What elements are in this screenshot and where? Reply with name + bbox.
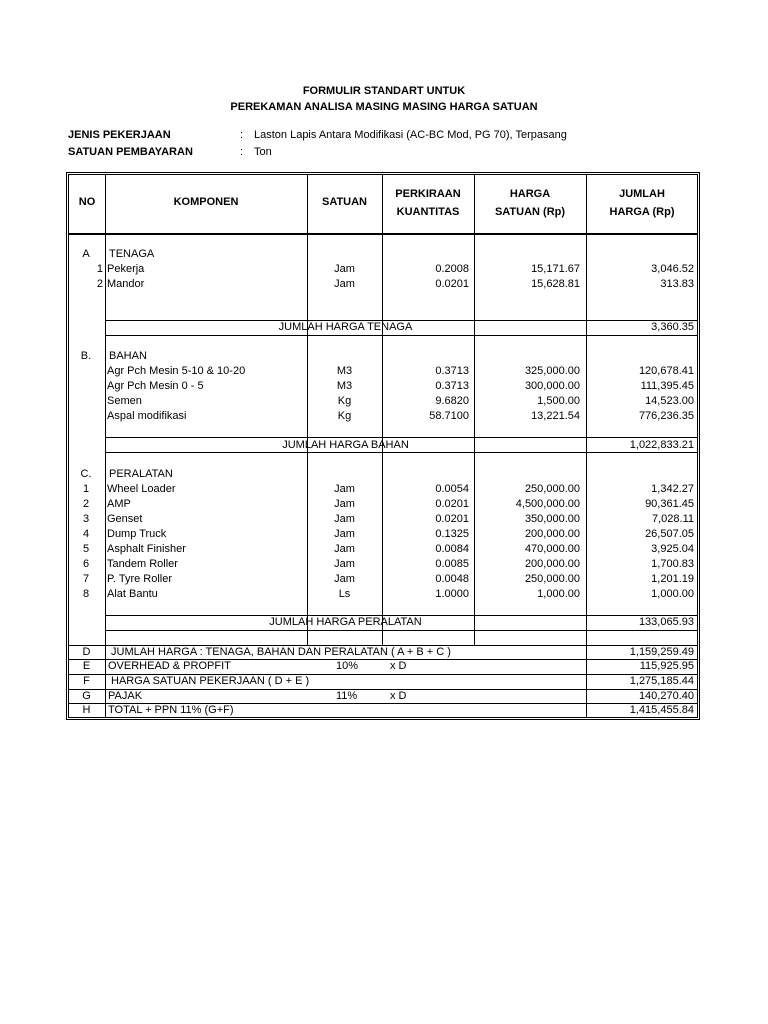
colon: : — [240, 129, 244, 141]
row-satuan: Jam — [334, 543, 355, 555]
row-satuan: Jam — [334, 498, 355, 510]
row-no: 4 — [82, 528, 90, 540]
summary-code: F — [83, 675, 90, 687]
row-no: 6 — [82, 558, 90, 570]
summary-code: G — [82, 690, 91, 702]
bahan-code: B. — [80, 350, 92, 362]
row-jumlah: 1,342.27 — [651, 483, 694, 495]
bahan-total-label: JUMLAH HARGA BAHAN — [282, 439, 409, 451]
row-satuan: Jam — [334, 558, 355, 570]
summary-code: D — [82, 646, 91, 658]
row-jumlah: 90,361.45 — [645, 498, 694, 510]
row-komponen: Alat Bantu — [107, 588, 158, 600]
total-row-line — [105, 630, 698, 631]
row-komponen: Genset — [107, 513, 143, 525]
bahan-total-value: 1,022,833.21 — [629, 439, 694, 451]
peralatan-title: PERALATAN — [109, 468, 173, 480]
row-jumlah: 1,201.19 — [651, 573, 694, 585]
summary-code: E — [82, 660, 91, 672]
row-harga: 250,000.00 — [524, 483, 580, 495]
row-no: 2 — [96, 278, 103, 290]
row-kuantitas: 0.2008 — [435, 263, 469, 275]
summary-label: OVERHEAD & PROPFIT — [108, 660, 231, 672]
row-kuantitas: 0.0048 — [435, 573, 469, 585]
peralatan-total-label: JUMLAH HARGA PERALATAN — [269, 616, 422, 628]
row-satuan: Jam — [334, 278, 355, 290]
form-title-line1: FORMULIR STANDART UNTUK — [302, 85, 466, 97]
row-jumlah: 3,046.52 — [651, 263, 694, 275]
summary-percent: 10% — [336, 660, 359, 672]
row-jumlah: 26,507.05 — [645, 528, 694, 540]
total-row-line — [105, 335, 698, 336]
row-harga: 15,628.81 — [531, 278, 580, 290]
row-satuan: Jam — [334, 573, 355, 585]
row-kuantitas: 9.6820 — [435, 395, 469, 407]
row-satuan: M3 — [336, 380, 353, 392]
row-harga: 300,000.00 — [524, 380, 580, 392]
tenaga-title: TENAGA — [109, 248, 155, 260]
form-title-line2: PEREKAMAN ANALISA MASING MASING HARGA SATUAN — [230, 101, 538, 113]
row-komponen: Agr Pch Mesin 0 - 5 — [107, 380, 204, 392]
row-komponen: Aspal modifikasi — [107, 410, 187, 422]
row-komponen: Pekerja — [107, 263, 145, 275]
row-no: 1 — [96, 263, 103, 275]
summary-value: 1,275,185.44 — [629, 675, 694, 687]
tenaga-total-value: 3,360.35 — [651, 321, 694, 333]
row-kuantitas: 0.1325 — [435, 528, 469, 540]
satuan-pembayaran-value: Ton — [254, 146, 272, 158]
summary-percent: 11% — [336, 690, 358, 702]
row-harga: 200,000.00 — [524, 558, 580, 570]
row-jumlah: 7,028.11 — [651, 513, 694, 525]
row-no: 7 — [82, 573, 90, 585]
row-jumlah: 1,000.00 — [651, 588, 694, 600]
summary-label: JUMLAH HARGA : TENAGA, BAHAN DAN PERALATAN ( A + B + C ) — [111, 646, 451, 658]
summary-multiplier: x D — [390, 690, 407, 702]
header-jumlah-harga: JUMLAH HARGA (Rp) — [609, 188, 675, 218]
row-no: 5 — [82, 543, 90, 555]
row-jumlah: 776,236.35 — [638, 410, 694, 422]
row-kuantitas: 1.0000 — [435, 588, 469, 600]
jenis-pekerjaan-value: Laston Lapis Antara Modifikasi (AC-BC Mod, PG 70), Terpasang — [254, 129, 567, 141]
row-jumlah: 14,523.00 — [645, 395, 694, 407]
header-harga-satuan: HARGA SATUAN (Rp) — [494, 188, 566, 218]
row-komponen: Tandem Roller — [107, 558, 178, 570]
row-kuantitas: 58.7100 — [429, 410, 469, 422]
tenaga-total-label: JUMLAH HARGA TENAGA — [278, 321, 413, 333]
row-jumlah: 1,700.83 — [651, 558, 694, 570]
row-kuantitas: 0.0201 — [435, 513, 469, 525]
row-komponen: Mandor — [107, 278, 145, 290]
row-harga: 350,000.00 — [524, 513, 580, 525]
summary-code: H — [82, 704, 91, 716]
row-komponen: Agr Pch Mesin 5-10 & 10-20 — [107, 365, 246, 377]
row-satuan: Jam — [334, 528, 355, 540]
row-kuantitas: 0.0085 — [435, 558, 469, 570]
summary-label: PAJAK — [108, 690, 143, 702]
summary-multiplier: x D — [390, 660, 407, 672]
row-harga: 200,000.00 — [524, 528, 580, 540]
summary-label: HARGA SATUAN PEKERJAAN ( D + E ) — [111, 675, 310, 687]
row-harga: 13,221.54 — [531, 410, 580, 422]
row-harga: 470,000.00 — [524, 543, 580, 555]
row-harga: 4,500,000.00 — [515, 498, 580, 510]
row-satuan: Ls — [338, 588, 351, 600]
row-jumlah: 120,678.41 — [638, 365, 694, 377]
header-bottom-line — [69, 234, 698, 235]
colon: : — [240, 146, 244, 158]
row-no: 2 — [82, 498, 90, 510]
tenaga-code: A — [82, 248, 90, 260]
header-komponen: KOMPONEN — [173, 196, 239, 208]
row-satuan: Jam — [334, 513, 355, 525]
row-harga: 1,500.00 — [537, 395, 580, 407]
summary-value: 1,159,259.49 — [629, 646, 694, 658]
summary-label: TOTAL + PPN 11% (G+F) — [108, 704, 234, 716]
summary-value: 1,415,455.84 — [629, 704, 694, 716]
header-no: NO — [78, 196, 96, 208]
row-komponen: AMP — [107, 498, 131, 510]
row-komponen: P. Tyre Roller — [107, 573, 173, 585]
row-komponen: Asphalt Finisher — [107, 543, 186, 555]
row-kuantitas: 0.0084 — [435, 543, 469, 555]
row-komponen: Dump Truck — [107, 528, 167, 540]
row-kuantitas: 0.0054 — [435, 483, 469, 495]
total-row-line — [105, 452, 698, 453]
column-divider — [105, 645, 106, 718]
row-kuantitas: 0.0201 — [435, 278, 469, 290]
row-harga: 15,171.67 — [531, 263, 580, 275]
jenis-pekerjaan-label: JENIS PEKERJAAN — [68, 129, 171, 141]
row-jumlah: 111,395.45 — [640, 380, 694, 392]
row-satuan: Jam — [334, 483, 355, 495]
bahan-title: BAHAN — [109, 350, 147, 362]
header-perkiraan-kuantitas: PERKIRAAN KUANTITAS — [395, 188, 461, 218]
summary-value: 140,270.40 — [638, 690, 694, 702]
row-harga: 250,000.00 — [524, 573, 580, 585]
satuan-pembayaran-label: SATUAN PEMBAYARAN — [68, 146, 193, 158]
row-kuantitas: 0.3713 — [435, 365, 469, 377]
row-harga: 325,000.00 — [524, 365, 580, 377]
row-satuan: Kg — [337, 410, 352, 422]
row-satuan: Jam — [334, 263, 355, 275]
row-satuan: Kg — [337, 395, 352, 407]
peralatan-total-value: 133,065.93 — [638, 616, 694, 628]
header-satuan: SATUAN — [321, 196, 367, 208]
row-no: 8 — [82, 588, 90, 600]
row-jumlah: 313.83 — [660, 278, 694, 290]
column-divider — [105, 174, 106, 645]
row-no: 3 — [82, 513, 90, 525]
row-komponen: Wheel Loader — [107, 483, 176, 495]
row-no: 1 — [82, 483, 90, 495]
row-jumlah: 3,925.04 — [651, 543, 694, 555]
peralatan-code: C. — [80, 468, 92, 480]
row-kuantitas: 0.3713 — [435, 380, 469, 392]
row-komponen: Semen — [107, 395, 142, 407]
summary-value: 115,925.95 — [639, 660, 694, 672]
row-satuan: M3 — [336, 365, 353, 377]
row-harga: 1,000.00 — [537, 588, 580, 600]
row-kuantitas: 0.0201 — [435, 498, 469, 510]
